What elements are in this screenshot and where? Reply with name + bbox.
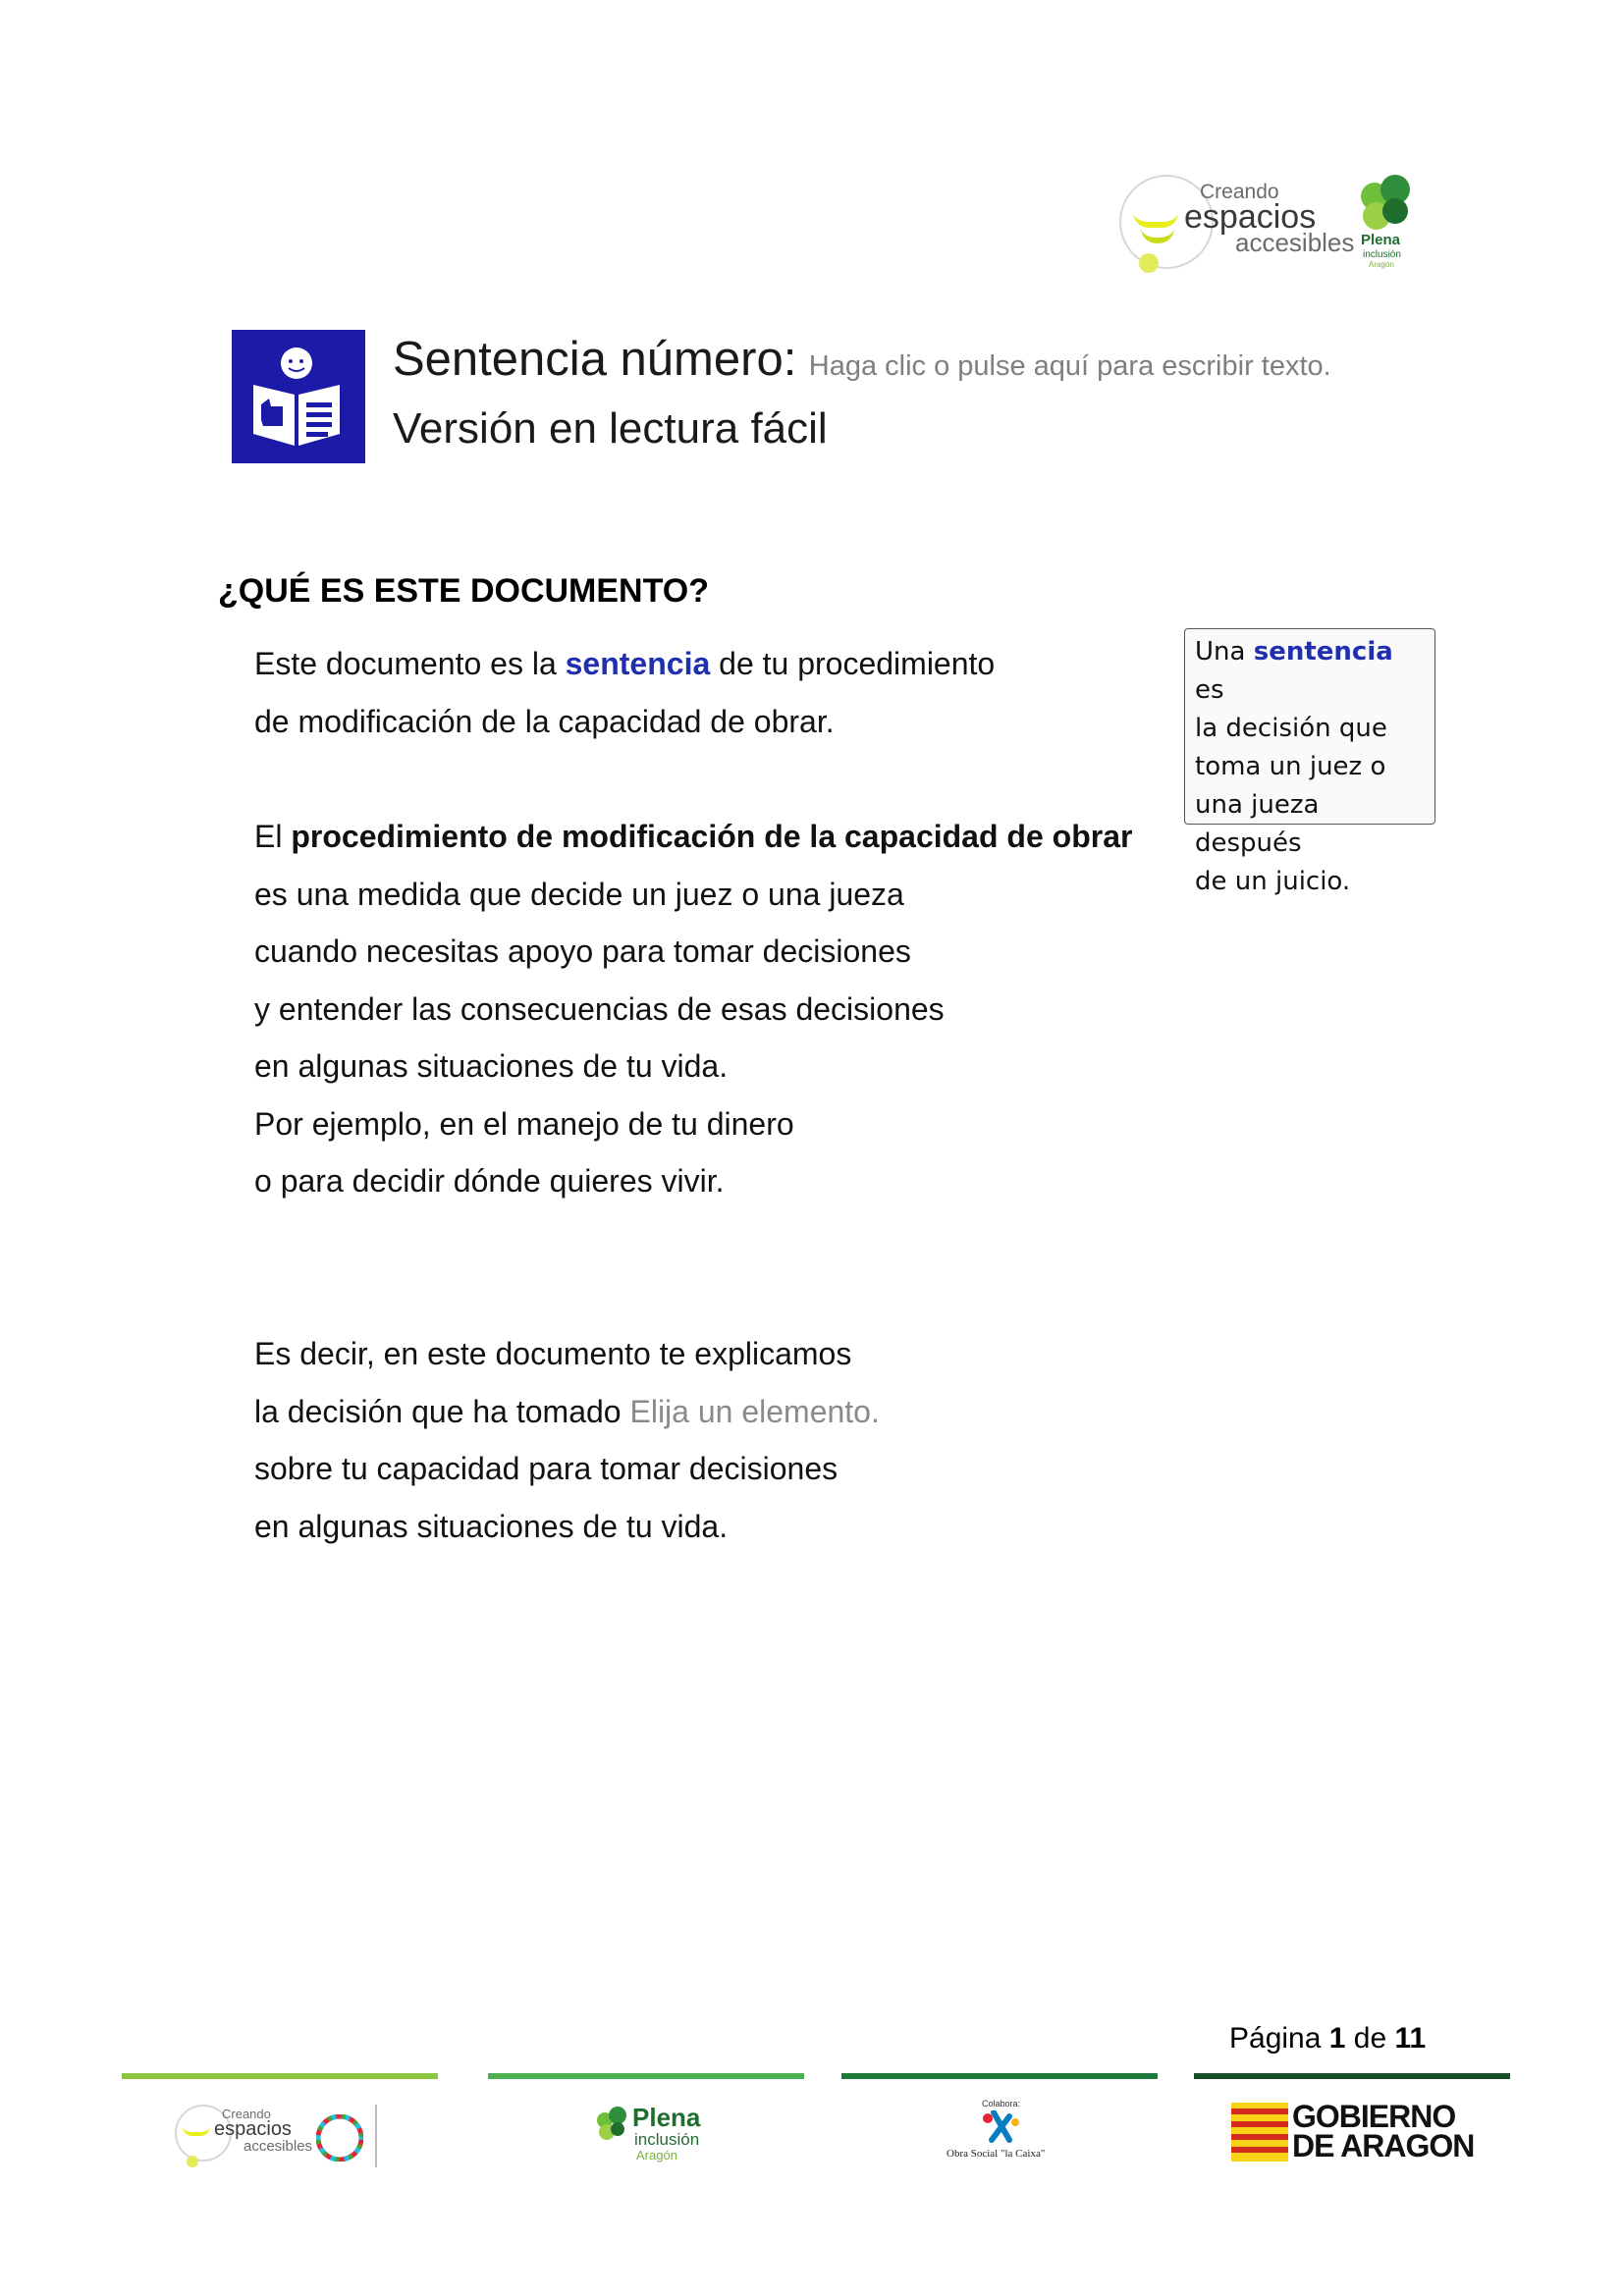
sdg-wheel-icon bbox=[316, 2114, 363, 2162]
bulb-dot-icon bbox=[187, 2156, 198, 2167]
text-run: Este documento es la bbox=[254, 646, 566, 681]
clover-leaf bbox=[611, 2122, 624, 2136]
text-run: de tu procedimiento bbox=[710, 646, 996, 681]
paragraph-line: en algunas situaciones de tu vida. bbox=[254, 1048, 729, 1084]
paragraph-line: sobre tu capacidad para tomar decisiones bbox=[254, 1451, 839, 1486]
paragraph-line: de modificación de la capacidad de obrar. bbox=[254, 704, 835, 739]
glossary-line: una jueza después bbox=[1195, 790, 1320, 858]
sentence-number-field[interactable]: Haga clic o pulse aquí para escribir texto. bbox=[808, 350, 1331, 382]
footer-divider bbox=[488, 2073, 804, 2079]
glossary-box bbox=[1184, 628, 1435, 896]
glossary-line bbox=[1195, 633, 1425, 710]
document-title bbox=[393, 332, 1331, 387]
logo-creando-text: Creando bbox=[222, 2107, 271, 2121]
paragraph-line bbox=[254, 646, 995, 682]
logo-region-text: Aragón bbox=[636, 2148, 677, 2163]
header-logo bbox=[1119, 169, 1414, 277]
footer-divider bbox=[1194, 2073, 1510, 2079]
easy-read-icon bbox=[232, 330, 365, 463]
paragraph-line bbox=[254, 819, 1132, 855]
bold-term: procedimiento de modificación de la capacidad de obrar bbox=[291, 819, 1133, 854]
paragraph-line: y entender las consecuencias de esas decisiones bbox=[254, 991, 945, 1027]
decision-maker-dropdown[interactable]: Elija un elemento. bbox=[629, 1394, 880, 1429]
text-run: la decisión que ha tomado bbox=[254, 1394, 630, 1429]
logo-creando-text: Creando bbox=[1200, 181, 1279, 203]
logo-espacios-text: espacios bbox=[214, 2118, 292, 2140]
glossary-line: la decisión que bbox=[1195, 714, 1387, 743]
footer-divider bbox=[122, 2073, 438, 2079]
paragraph-line: Por ejemplo, en el manejo de tu dinero bbox=[254, 1106, 794, 1142]
paragraph-line: cuando necesitas apoyo para tomar decisiones bbox=[254, 934, 911, 969]
page-total: 11 bbox=[1394, 2022, 1427, 2055]
page-current: 1 bbox=[1328, 2022, 1346, 2055]
footer-divider bbox=[841, 2073, 1158, 2079]
text-run: El bbox=[254, 819, 292, 854]
paragraph-line: en algunas situaciones de tu vida. bbox=[254, 1509, 729, 1544]
bulb-dot-icon bbox=[1139, 253, 1159, 273]
logo-separator bbox=[375, 2105, 377, 2167]
document-subtitle: Versión en lectura fácil bbox=[393, 404, 828, 453]
gobierno-text: GOBIERNO bbox=[1292, 2099, 1456, 2134]
footer-logo-creando bbox=[175, 2097, 381, 2175]
clover-leaf bbox=[1382, 198, 1408, 224]
caixa-star-icon bbox=[974, 2110, 1025, 2146]
glossary-line: de un juicio. bbox=[1195, 867, 1351, 896]
logo-inclusion-text: inclusión bbox=[1363, 249, 1401, 260]
logo-accesibles-text: accesibles bbox=[1235, 228, 1355, 257]
aragon-flag-icon bbox=[1231, 2103, 1288, 2162]
paragraph-line: Es decir, en este documento te explicamos bbox=[254, 1336, 852, 1371]
logo-accesibles-text: accesibles bbox=[243, 2138, 313, 2155]
logo-plena-text: Plena bbox=[632, 2103, 701, 2132]
aragon-text: DE ARAGON bbox=[1292, 2128, 1475, 2163]
footer-logo-la-caixa bbox=[943, 2099, 1060, 2167]
section-heading: ¿QUÉ ES ESTE DOCUMENTO? bbox=[218, 572, 709, 610]
paragraph-line: o para decidir dónde quieres vivir. bbox=[254, 1163, 725, 1199]
footer-logo-plena bbox=[595, 2103, 723, 2165]
page-number bbox=[1229, 2022, 1426, 2056]
text-run: Una bbox=[1195, 637, 1254, 667]
logo-espacios-text: espacios bbox=[1184, 198, 1317, 236]
colabora-label: Colabora: bbox=[982, 2099, 1021, 2109]
glossary-line: toma un juez o bbox=[1195, 752, 1386, 781]
logo-region-text: Aragón bbox=[1369, 260, 1394, 269]
logo-plena-text: Plena bbox=[1361, 232, 1401, 248]
page-of: de bbox=[1353, 2022, 1387, 2055]
text-run: es bbox=[1195, 675, 1224, 705]
caixa-name-text: Obra Social "la Caixa" bbox=[947, 2148, 1046, 2160]
logo-inclusion-text: inclusión bbox=[634, 2130, 700, 2149]
paragraph-line: es una medida que decide un juez o una jueza bbox=[254, 877, 904, 912]
paragraph-line bbox=[254, 1394, 880, 1430]
title-label: Sentencia número: bbox=[393, 333, 797, 386]
glossary-term: sentencia bbox=[1253, 637, 1393, 667]
footer-logo-gobierno-aragon bbox=[1231, 2101, 1487, 2165]
page-label: Página bbox=[1229, 2022, 1322, 2055]
glossary-term: sentencia bbox=[565, 646, 711, 681]
